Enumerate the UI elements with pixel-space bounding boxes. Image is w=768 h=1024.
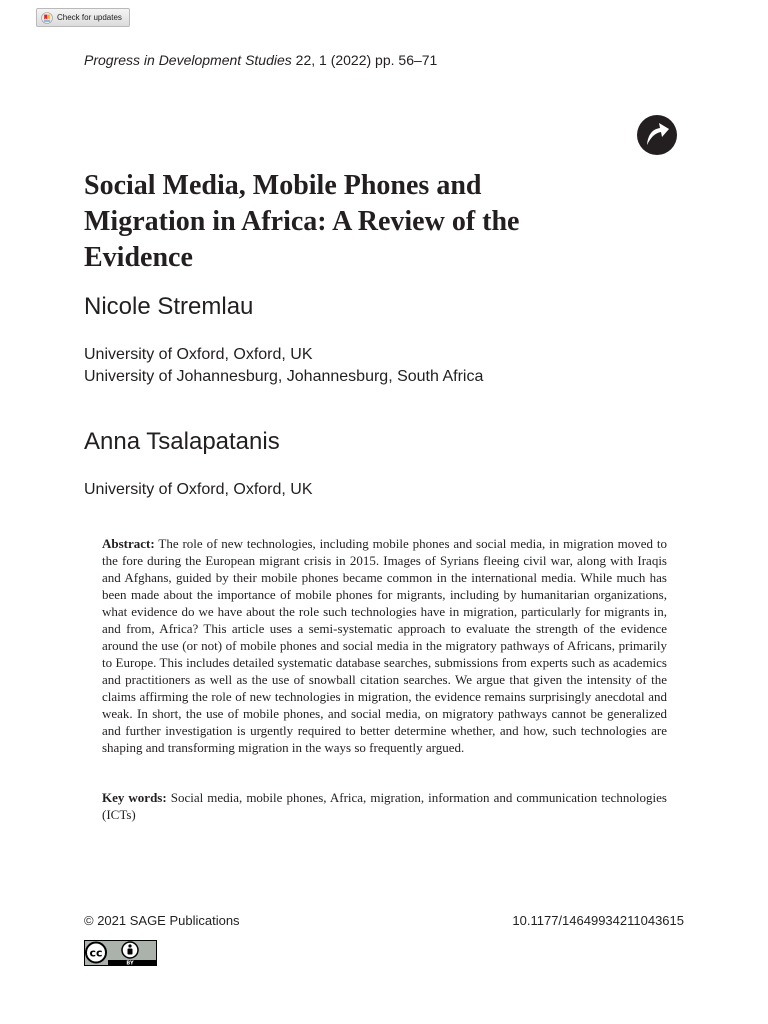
journal-name: Progress in Development Studies — [84, 52, 292, 68]
author-name: Nicole Stremlau — [84, 293, 254, 320]
keywords-text: Social media, mobile phones, Africa, migration, information and communication technologies (ICTs) — [102, 790, 667, 822]
doi[interactable]: 10.1177/14649934211043615 — [512, 913, 684, 928]
title-line: Social Media, Mobile Phones and — [84, 170, 482, 201]
check-for-updates-button[interactable] — [36, 8, 130, 27]
open-access-arrow-icon — [636, 114, 678, 156]
author-name: Anna Tsalapatanis — [84, 428, 280, 455]
abstract — [102, 535, 667, 756]
copyright-notice: © 2021 SAGE Publications — [84, 913, 240, 928]
keywords-label: Key words: — [102, 790, 167, 805]
journal-volume-pages: 22, 1 (2022) pp. 56–71 — [291, 52, 438, 68]
crossmark-icon — [41, 12, 53, 24]
title-line: Evidence — [84, 242, 193, 273]
keywords — [102, 789, 667, 823]
article-title — [84, 168, 644, 276]
abstract-text: The role of new technologies, including mobile phones and social media, in migration moved to the fore during the European migrant crisis in 2015. Images of Syrians fleeing civil war, along with Iraqis and Afghans, guided by their mobile phones became common in the international media. While much has been made about the importance of mobile phones for migrants, including by humanitarian organizations, what evidence do we have about the role such technologies have in migration, particularly for migrants in, and from, Africa? This article uses a semi-systematic approach to evaluate the strength of the evidence around the use (or not) of mobile phones and social media in the migratory pathways of Africans, primarily to Europe. This includes detailed systematic database searches, submissions from experts such as academics and practitioners as well as the use of snowball citation searches. We argue that given the intensity of the claims affirming the role of new technologies in migration, the evidence remains surprisingly anecdotal and weak. In short, the use of mobile phones, and social media, on migratory pathways cannot be generalized and further investigation is urgently required to better determine whether, and how, such technologies are shaping and transforming migration in the ways so frequently argued. — [102, 536, 667, 755]
author-affiliation: University of Oxford, Oxford, UK — [84, 346, 313, 363]
title-line: Migration in Africa: A Review of the — [84, 206, 520, 237]
cc-by-license-badge[interactable] — [84, 940, 157, 966]
journal-citation — [84, 52, 437, 68]
check-for-updates-label: Check for updates — [57, 13, 122, 22]
by-text: BY — [126, 960, 134, 966]
author-affiliation: University of Oxford, Oxford, UK — [84, 481, 313, 498]
cc-text: cc — [89, 946, 103, 960]
author-affiliation: University of Johannesburg, Johannesburg, South Africa — [84, 368, 484, 385]
abstract-label: Abstract: — [102, 536, 155, 551]
